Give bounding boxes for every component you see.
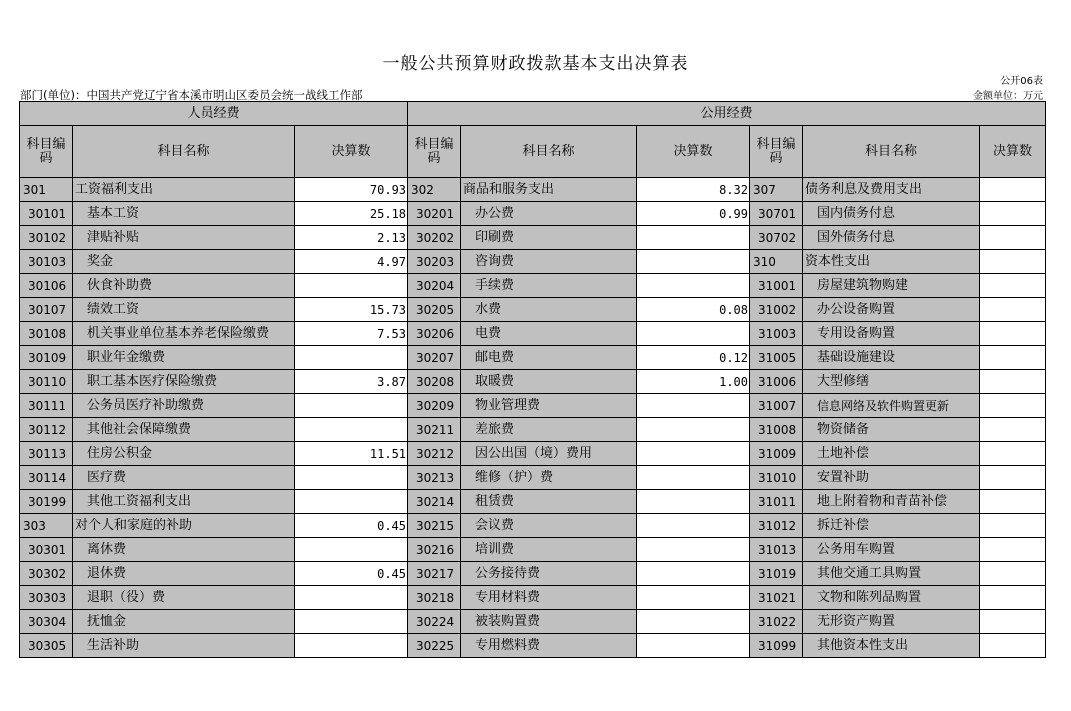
- table-row: [20, 562, 1046, 586]
- subject-code-cell: 31005: [750, 346, 803, 370]
- amount-cell: [980, 226, 1046, 250]
- subject-code-cell: 302: [408, 178, 461, 202]
- subject-name-cell: 其他资本性支出: [803, 634, 980, 658]
- amount-cell: [980, 514, 1046, 538]
- subject-code-cell: 31010: [750, 466, 803, 490]
- subject-name-cell: 专用材料费: [461, 586, 637, 610]
- department-label: 部门(单位)：中国共产党辽宁省本溪市明山区委员会统一战线工作部: [20, 88, 363, 102]
- amount-cell: [637, 442, 750, 466]
- subject-code-cell: 30112: [20, 418, 73, 442]
- report-title: 一般公共预算财政拨款基本支出决算表: [382, 54, 689, 74]
- table-row: [20, 514, 1046, 538]
- amount-cell: [980, 634, 1046, 658]
- amount-cell: 70.93: [295, 178, 408, 202]
- amount-cell: 15.73: [295, 298, 408, 322]
- subject-code-cell: 30203: [408, 250, 461, 274]
- subject-name-cell: 住房公积金: [73, 442, 295, 466]
- col-header-amount: 决算数: [295, 126, 408, 178]
- col-header-name: 科目名称: [73, 126, 295, 178]
- subject-name-cell: 无形资产购置: [803, 610, 980, 634]
- subject-name-cell: 基础设施建设: [803, 346, 980, 370]
- amount-cell: [980, 202, 1046, 226]
- amount-cell: [637, 562, 750, 586]
- subject-code-cell: 310: [750, 250, 803, 274]
- subject-name-cell: 专用燃料费: [461, 634, 637, 658]
- amount-cell: 3.87: [295, 370, 408, 394]
- subject-code-cell: 30211: [408, 418, 461, 442]
- table-row: [20, 226, 1046, 250]
- subject-code-cell: 31011: [750, 490, 803, 514]
- col-header-amount: 决算数: [637, 126, 750, 178]
- amount-cell: [980, 346, 1046, 370]
- subject-name-cell: 维修（护）费: [461, 466, 637, 490]
- table-row: [20, 298, 1046, 322]
- col-header-code: 科目编码: [408, 126, 461, 178]
- amount-cell: [637, 586, 750, 610]
- subject-name-cell: 伙食补助费: [73, 274, 295, 298]
- subject-code-cell: 307: [750, 178, 803, 202]
- subject-code-cell: 30701: [750, 202, 803, 226]
- subject-code-cell: 31012: [750, 514, 803, 538]
- amount-cell: [637, 610, 750, 634]
- subject-name-cell: 职业年金缴费: [73, 346, 295, 370]
- subject-name-cell: 工资福利支出: [73, 178, 295, 202]
- subject-code-cell: 30205: [408, 298, 461, 322]
- amount-cell: [637, 322, 750, 346]
- subject-name-cell: 因公出国（境）费用: [461, 442, 637, 466]
- amount-cell: [980, 538, 1046, 562]
- subject-code-cell: 30109: [20, 346, 73, 370]
- subject-code-cell: 30204: [408, 274, 461, 298]
- subject-name-cell: 信息网络及软件购置更新: [803, 394, 980, 418]
- subject-code-cell: 30206: [408, 322, 461, 346]
- amount-cell: 0.45: [295, 562, 408, 586]
- subject-name-cell: 取暖费: [461, 370, 637, 394]
- subject-code-cell: 30215: [408, 514, 461, 538]
- subject-name-cell: 津贴补贴: [73, 226, 295, 250]
- amount-cell: [980, 418, 1046, 442]
- subject-code-cell: 30302: [20, 562, 73, 586]
- subject-code-cell: 30199: [20, 490, 73, 514]
- table-row: [20, 250, 1046, 274]
- amount-cell: [980, 274, 1046, 298]
- subject-code-cell: 30108: [20, 322, 73, 346]
- subject-name-cell: 房屋建筑物购建: [803, 274, 980, 298]
- amount-cell: [637, 466, 750, 490]
- subject-name-cell: 对个人和家庭的补助: [73, 514, 295, 538]
- table-row: [20, 394, 1046, 418]
- subject-name-cell: 文物和陈列品购置: [803, 586, 980, 610]
- subject-code-cell: 30224: [408, 610, 461, 634]
- group-header-personnel: 人员经费: [20, 102, 408, 126]
- subject-name-cell: 咨询费: [461, 250, 637, 274]
- subject-code-cell: 31007: [750, 394, 803, 418]
- table-row: [20, 634, 1046, 658]
- col-header-name: 科目名称: [803, 126, 980, 178]
- expenditure-table: [19, 101, 1046, 658]
- subject-name-cell: 大型修缮: [803, 370, 980, 394]
- amount-cell: [980, 250, 1046, 274]
- subject-name-cell: 公务员医疗补助缴费: [73, 394, 295, 418]
- subject-code-cell: 31022: [750, 610, 803, 634]
- subject-code-cell: 30207: [408, 346, 461, 370]
- subject-name-cell: 会议费: [461, 514, 637, 538]
- subject-name-cell: 租赁费: [461, 490, 637, 514]
- table-row: [20, 346, 1046, 370]
- amount-cell: 7.53: [295, 322, 408, 346]
- subject-code-cell: 30218: [408, 586, 461, 610]
- amount-cell: 11.51: [295, 442, 408, 466]
- amount-cell: [980, 562, 1046, 586]
- amount-cell: [637, 538, 750, 562]
- subject-name-cell: 安置补助: [803, 466, 980, 490]
- amount-cell: [980, 370, 1046, 394]
- subject-code-cell: 30301: [20, 538, 73, 562]
- amount-cell: [295, 394, 408, 418]
- amount-cell: [637, 418, 750, 442]
- subject-code-cell: 30111: [20, 394, 73, 418]
- amount-cell: [295, 538, 408, 562]
- subject-code-cell: 30107: [20, 298, 73, 322]
- subject-name-cell: 培训费: [461, 538, 637, 562]
- subject-code-cell: 30201: [408, 202, 461, 226]
- amount-cell: 0.08: [637, 298, 750, 322]
- amount-cell: [637, 490, 750, 514]
- amount-cell: 0.99: [637, 202, 750, 226]
- amount-cell: [980, 442, 1046, 466]
- table-row: [20, 610, 1046, 634]
- amount-cell: 0.12: [637, 346, 750, 370]
- table-row: [20, 586, 1046, 610]
- amount-cell: [295, 610, 408, 634]
- subject-code-cell: 30106: [20, 274, 73, 298]
- subject-name-cell: 退职（役）费: [73, 586, 295, 610]
- subject-code-cell: 301: [20, 178, 73, 202]
- subject-code-cell: 30113: [20, 442, 73, 466]
- subject-code-cell: 30208: [408, 370, 461, 394]
- subject-code-cell: 30214: [408, 490, 461, 514]
- subject-name-cell: 土地补偿: [803, 442, 980, 466]
- subject-code-cell: 30304: [20, 610, 73, 634]
- amount-cell: [980, 466, 1046, 490]
- subject-code-cell: 31009: [750, 442, 803, 466]
- subject-code-cell: 31008: [750, 418, 803, 442]
- subject-name-cell: 被装购置费: [461, 610, 637, 634]
- table-row: [20, 442, 1046, 466]
- table-row: [20, 274, 1046, 298]
- amount-cell: [295, 466, 408, 490]
- amount-cell: [980, 394, 1046, 418]
- subject-name-cell: 其他交通工具购置: [803, 562, 980, 586]
- subject-name-cell: 电费: [461, 322, 637, 346]
- sheet-number: 公开06表: [1000, 76, 1043, 87]
- subject-name-cell: 邮电费: [461, 346, 637, 370]
- subject-code-cell: 30216: [408, 538, 461, 562]
- subject-code-cell: 31003: [750, 322, 803, 346]
- amount-cell: [980, 322, 1046, 346]
- subject-name-cell: 地上附着物和青苗补偿: [803, 490, 980, 514]
- amount-cell: 0.45: [295, 514, 408, 538]
- col-header-amount: 决算数: [980, 126, 1046, 178]
- subject-name-cell: 水费: [461, 298, 637, 322]
- table-row: [20, 178, 1046, 202]
- amount-cell: [980, 610, 1046, 634]
- subject-name-cell: 印刷费: [461, 226, 637, 250]
- subject-code-cell: 31006: [750, 370, 803, 394]
- subject-name-cell: 商品和服务支出: [461, 178, 637, 202]
- subject-name-cell: 物资储备: [803, 418, 980, 442]
- table-row: [20, 202, 1046, 226]
- amount-cell: [637, 226, 750, 250]
- group-header-public: 公用经费: [408, 102, 1046, 126]
- amount-cell: [295, 634, 408, 658]
- subject-code-cell: 31002: [750, 298, 803, 322]
- subject-code-cell: 30103: [20, 250, 73, 274]
- subject-name-cell: 生活补助: [73, 634, 295, 658]
- table-row: [20, 490, 1046, 514]
- subject-name-cell: 资本性支出: [803, 250, 980, 274]
- subject-code-cell: 30209: [408, 394, 461, 418]
- subject-code-cell: 30305: [20, 634, 73, 658]
- subject-name-cell: 抚恤金: [73, 610, 295, 634]
- amount-cell: [637, 634, 750, 658]
- amount-cell: [295, 418, 408, 442]
- subject-code-cell: 30702: [750, 226, 803, 250]
- amount-cell: [980, 178, 1046, 202]
- subject-name-cell: 物业管理费: [461, 394, 637, 418]
- subject-name-cell: 办公费: [461, 202, 637, 226]
- subject-code-cell: 30101: [20, 202, 73, 226]
- amount-cell: 1.00: [637, 370, 750, 394]
- amount-cell: [295, 490, 408, 514]
- subject-code-cell: 30303: [20, 586, 73, 610]
- col-header-code: 科目编码: [20, 126, 73, 178]
- subject-code-cell: 31019: [750, 562, 803, 586]
- subject-name-cell: 职工基本医疗保险缴费: [73, 370, 295, 394]
- table-row: [20, 370, 1046, 394]
- subject-code-cell: 30110: [20, 370, 73, 394]
- col-header-code: 科目编码: [750, 126, 803, 178]
- subject-name-cell: 差旅费: [461, 418, 637, 442]
- amount-cell: [637, 514, 750, 538]
- subject-name-cell: 其他社会保障缴费: [73, 418, 295, 442]
- amount-unit-label: 金额单位：万元: [973, 91, 1043, 102]
- amount-cell: [295, 346, 408, 370]
- amount-cell: [295, 586, 408, 610]
- table-row: [20, 322, 1046, 346]
- subject-code-cell: 303: [20, 514, 73, 538]
- subject-code-cell: 31013: [750, 538, 803, 562]
- amount-cell: [295, 274, 408, 298]
- amount-cell: [637, 274, 750, 298]
- subject-name-cell: 债务利息及费用支出: [803, 178, 980, 202]
- subject-name-cell: 公务接待费: [461, 562, 637, 586]
- subject-name-cell: 专用设备购置: [803, 322, 980, 346]
- subject-code-cell: 30217: [408, 562, 461, 586]
- subject-code-cell: 31001: [750, 274, 803, 298]
- amount-cell: 4.97: [295, 250, 408, 274]
- subject-code-cell: 30114: [20, 466, 73, 490]
- subject-code-cell: 30212: [408, 442, 461, 466]
- subject-name-cell: 基本工资: [73, 202, 295, 226]
- amount-cell: 2.13: [295, 226, 408, 250]
- subject-name-cell: 拆迁补偿: [803, 514, 980, 538]
- subject-name-cell: 公务用车购置: [803, 538, 980, 562]
- subject-code-cell: 30202: [408, 226, 461, 250]
- table-row: [20, 538, 1046, 562]
- subject-name-cell: 其他工资福利支出: [73, 490, 295, 514]
- table-row: [20, 466, 1046, 490]
- table-row: [20, 418, 1046, 442]
- amount-cell: [980, 490, 1046, 514]
- subject-code-cell: 31099: [750, 634, 803, 658]
- amount-cell: 25.18: [295, 202, 408, 226]
- subject-name-cell: 绩效工资: [73, 298, 295, 322]
- subject-name-cell: 机关事业单位基本养老保险缴费: [73, 322, 295, 346]
- subject-name-cell: 奖金: [73, 250, 295, 274]
- subject-code-cell: 30225: [408, 634, 461, 658]
- amount-cell: [637, 250, 750, 274]
- subject-code-cell: 30213: [408, 466, 461, 490]
- subject-name-cell: 办公设备购置: [803, 298, 980, 322]
- subject-name-cell: 国内债务付息: [803, 202, 980, 226]
- subject-code-cell: 30102: [20, 226, 73, 250]
- subject-name-cell: 医疗费: [73, 466, 295, 490]
- subject-name-cell: 离休费: [73, 538, 295, 562]
- subject-name-cell: 手续费: [461, 274, 637, 298]
- subject-code-cell: 31021: [750, 586, 803, 610]
- amount-cell: 8.32: [637, 178, 750, 202]
- table-body: [20, 178, 1046, 658]
- subject-name-cell: 退休费: [73, 562, 295, 586]
- subject-name-cell: 国外债务付息: [803, 226, 980, 250]
- amount-cell: [637, 394, 750, 418]
- amount-cell: [980, 298, 1046, 322]
- amount-cell: [980, 586, 1046, 610]
- col-header-name: 科目名称: [461, 126, 637, 178]
